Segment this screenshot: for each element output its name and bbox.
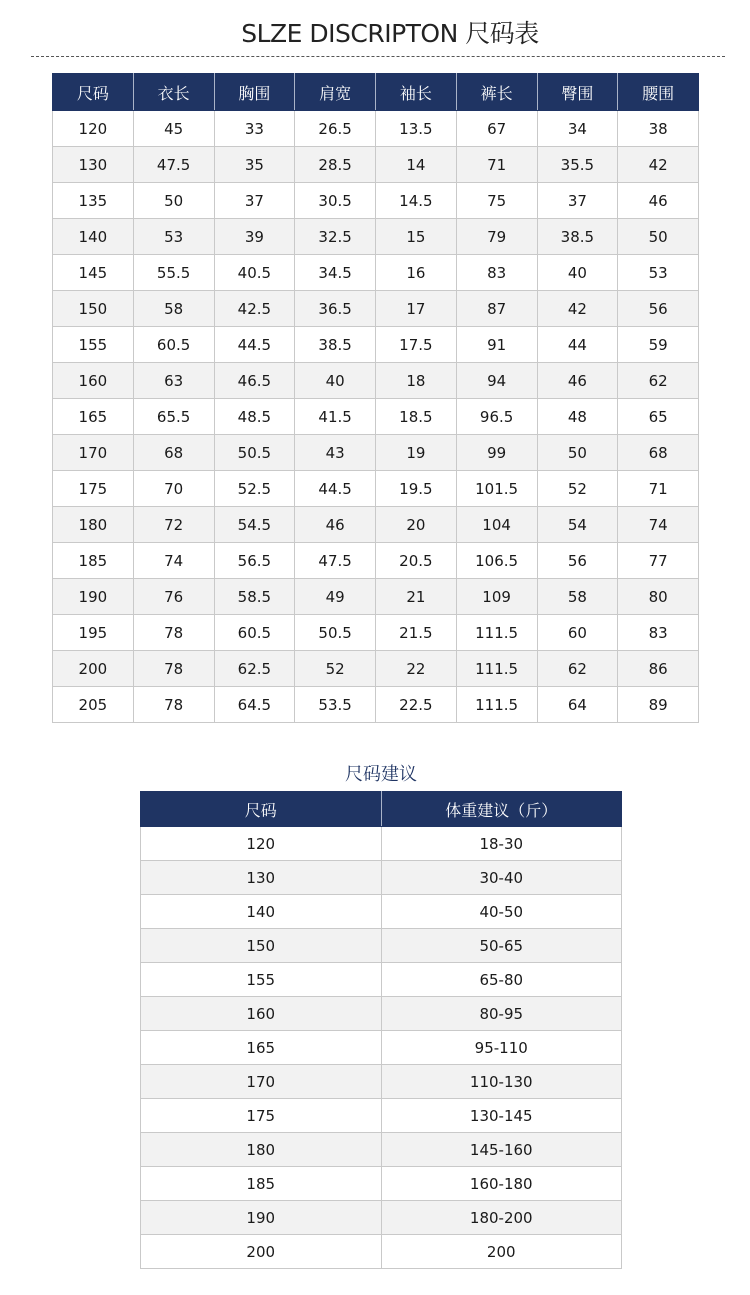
size-chart-cell: 79: [456, 219, 537, 255]
size-chart-cell: 70: [133, 471, 214, 507]
size-chart-cell: 38: [618, 111, 699, 147]
size-chart-cell: 83: [618, 615, 699, 651]
size-chart-cell: 35: [214, 147, 295, 183]
size-chart-cell: 46: [618, 183, 699, 219]
recommendation-row: [141, 895, 622, 929]
size-chart-cell: 16: [376, 255, 457, 291]
recommendation-cell: 150: [141, 929, 382, 963]
size-chart-cell: 21: [376, 579, 457, 615]
size-chart-cell: 111.5: [456, 651, 537, 687]
size-chart-cell: 205: [53, 687, 134, 723]
size-chart-cell: 63: [133, 363, 214, 399]
recommendation-row: [141, 1133, 622, 1167]
size-chart-cell: 96.5: [456, 399, 537, 435]
size-chart-row: [53, 435, 699, 471]
size-chart-cell: 74: [133, 543, 214, 579]
size-chart-cell: 65.5: [133, 399, 214, 435]
size-chart-cell: 43: [295, 435, 376, 471]
size-chart-table: [52, 73, 699, 723]
size-chart-cell: 58: [537, 579, 618, 615]
size-chart-row: [53, 219, 699, 255]
size-chart-cell: 44: [537, 327, 618, 363]
size-chart-cell: 71: [618, 471, 699, 507]
size-chart-row: [53, 687, 699, 723]
size-chart-cell: 50: [133, 183, 214, 219]
recommendation-body: [141, 827, 622, 1269]
size-chart-cell: 19: [376, 435, 457, 471]
size-chart-cell: 34: [537, 111, 618, 147]
size-chart-row: [53, 327, 699, 363]
recommendation-cell: 130: [141, 861, 382, 895]
size-chart-cell: 42.5: [214, 291, 295, 327]
size-chart-cell: 15: [376, 219, 457, 255]
size-chart-cell: 170: [53, 435, 134, 471]
size-chart-cell: 50.5: [295, 615, 376, 651]
recommendation-row: [141, 1201, 622, 1235]
size-chart-cell: 195: [53, 615, 134, 651]
size-chart-cell: 46.5: [214, 363, 295, 399]
size-chart-cell: 104: [456, 507, 537, 543]
recommendation-cell: 145-160: [381, 1133, 622, 1167]
title-divider: [31, 56, 725, 57]
size-chart-cell: 46: [295, 507, 376, 543]
size-chart-cell: 76: [133, 579, 214, 615]
size-chart-cell: 175: [53, 471, 134, 507]
size-chart-cell: 64: [537, 687, 618, 723]
recommendation-cell: 130-145: [381, 1099, 622, 1133]
size-chart-cell: 60: [537, 615, 618, 651]
size-chart-header-cell: 裤长: [456, 74, 537, 111]
size-chart-row: [53, 183, 699, 219]
size-chart-cell: 37: [214, 183, 295, 219]
recommendation-cell: 120: [141, 827, 382, 861]
size-chart-row: [53, 579, 699, 615]
size-chart-cell: 33: [214, 111, 295, 147]
size-chart-cell: 42: [618, 147, 699, 183]
recommendation-cell: 65-80: [381, 963, 622, 997]
size-chart-cell: 50: [537, 435, 618, 471]
size-chart-cell: 17: [376, 291, 457, 327]
recommendation-cell: 190: [141, 1201, 382, 1235]
size-chart-cell: 49: [295, 579, 376, 615]
size-chart-cell: 42: [537, 291, 618, 327]
size-chart-cell: 59: [618, 327, 699, 363]
size-chart-cell: 52: [537, 471, 618, 507]
size-chart-row: [53, 471, 699, 507]
size-chart-cell: 22: [376, 651, 457, 687]
size-chart-cell: 56: [618, 291, 699, 327]
size-chart-cell: 45: [133, 111, 214, 147]
size-chart-cell: 47.5: [295, 543, 376, 579]
size-chart-cell: 30.5: [295, 183, 376, 219]
size-chart-cell: 83: [456, 255, 537, 291]
size-chart-cell: 106.5: [456, 543, 537, 579]
size-chart-row: [53, 255, 699, 291]
recommendation-header-cell: 体重建议（斤）: [381, 792, 622, 827]
size-chart-cell: 28.5: [295, 147, 376, 183]
recommendation-row: [141, 1167, 622, 1201]
size-chart-row: [53, 399, 699, 435]
size-chart-cell: 13.5: [376, 111, 457, 147]
recommendation-row: [141, 827, 622, 861]
size-chart-cell: 56.5: [214, 543, 295, 579]
size-chart-cell: 185: [53, 543, 134, 579]
size-chart-header-cell: 胸围: [214, 74, 295, 111]
size-chart-cell: 41.5: [295, 399, 376, 435]
size-chart-cell: 53.5: [295, 687, 376, 723]
size-chart-cell: 80: [618, 579, 699, 615]
size-chart-cell: 48.5: [214, 399, 295, 435]
size-chart-cell: 67: [456, 111, 537, 147]
size-chart-cell: 65: [618, 399, 699, 435]
recommendation-cell: 110-130: [381, 1065, 622, 1099]
size-chart-row: [53, 147, 699, 183]
size-chart-cell: 58: [133, 291, 214, 327]
size-chart-cell: 32.5: [295, 219, 376, 255]
size-chart-cell: 44.5: [214, 327, 295, 363]
page-title: SLZE DISCRIPTON 尺码表: [241, 19, 539, 48]
size-chart-cell: 36.5: [295, 291, 376, 327]
size-chart-cell: 99: [456, 435, 537, 471]
recommendation-cell: 95-110: [381, 1031, 622, 1065]
size-chart-cell: 50: [618, 219, 699, 255]
size-chart-row: [53, 615, 699, 651]
size-chart-cell: 77: [618, 543, 699, 579]
size-chart-cell: 78: [133, 615, 214, 651]
size-chart-cell: 150: [53, 291, 134, 327]
size-chart-cell: 35.5: [537, 147, 618, 183]
size-chart-cell: 55.5: [133, 255, 214, 291]
recommendation-cell: 50-65: [381, 929, 622, 963]
recommendation-header-row: [141, 792, 622, 827]
recommendation-cell: 175: [141, 1099, 382, 1133]
size-chart-cell: 78: [133, 651, 214, 687]
size-chart-cell: 160: [53, 363, 134, 399]
size-chart-cell: 37: [537, 183, 618, 219]
size-chart-cell: 62: [618, 363, 699, 399]
recommendation-row: [141, 997, 622, 1031]
size-chart-cell: 120: [53, 111, 134, 147]
size-chart-row: [53, 291, 699, 327]
recommendation-cell: 180-200: [381, 1201, 622, 1235]
size-chart-row: [53, 363, 699, 399]
recommendation-cell: 140: [141, 895, 382, 929]
size-chart-cell: 19.5: [376, 471, 457, 507]
size-chart-cell: 21.5: [376, 615, 457, 651]
size-chart-cell: 89: [618, 687, 699, 723]
size-chart-header-cell: 腰围: [618, 74, 699, 111]
recommendation-row: [141, 1235, 622, 1269]
recommendation-cell: 30-40: [381, 861, 622, 895]
size-chart-header-cell: 肩宽: [295, 74, 376, 111]
size-chart-cell: 62.5: [214, 651, 295, 687]
size-chart-cell: 54.5: [214, 507, 295, 543]
size-chart-cell: 48: [537, 399, 618, 435]
recommendation-cell: 160: [141, 997, 382, 1031]
size-chart-cell: 40.5: [214, 255, 295, 291]
size-chart-cell: 44.5: [295, 471, 376, 507]
size-chart-cell: 18.5: [376, 399, 457, 435]
size-chart-cell: 17.5: [376, 327, 457, 363]
size-chart-body: [53, 111, 699, 723]
size-chart-cell: 155: [53, 327, 134, 363]
size-chart-cell: 190: [53, 579, 134, 615]
size-chart-cell: 130: [53, 147, 134, 183]
size-chart-cell: 22.5: [376, 687, 457, 723]
size-chart-cell: 135: [53, 183, 134, 219]
size-chart-cell: 72: [133, 507, 214, 543]
size-chart-cell: 180: [53, 507, 134, 543]
recommendation-title: 尺码建议: [345, 764, 417, 785]
size-chart-cell: 40: [295, 363, 376, 399]
recommendation-row: [141, 929, 622, 963]
size-chart-cell: 14: [376, 147, 457, 183]
recommendation-cell: 155: [141, 963, 382, 997]
size-chart-cell: 109: [456, 579, 537, 615]
size-chart-cell: 111.5: [456, 615, 537, 651]
size-chart-cell: 53: [133, 219, 214, 255]
recommendation-cell: 165: [141, 1031, 382, 1065]
size-chart-cell: 71: [456, 147, 537, 183]
size-chart-header-cell: 袖长: [376, 74, 457, 111]
size-chart-cell: 78: [133, 687, 214, 723]
size-chart-cell: 62: [537, 651, 618, 687]
size-chart-cell: 91: [456, 327, 537, 363]
size-chart-cell: 74: [618, 507, 699, 543]
size-chart-cell: 68: [133, 435, 214, 471]
size-chart-cell: 200: [53, 651, 134, 687]
size-chart-row: [53, 507, 699, 543]
recommendation-row: [141, 1065, 622, 1099]
size-chart-cell: 101.5: [456, 471, 537, 507]
recommendation-cell: 80-95: [381, 997, 622, 1031]
recommendation-cell: 160-180: [381, 1167, 622, 1201]
size-chart-header-row: [53, 74, 699, 111]
size-chart-cell: 47.5: [133, 147, 214, 183]
size-chart-cell: 40: [537, 255, 618, 291]
size-chart-cell: 60.5: [214, 615, 295, 651]
size-chart-row: [53, 543, 699, 579]
size-chart-cell: 39: [214, 219, 295, 255]
size-chart-cell: 64.5: [214, 687, 295, 723]
size-chart-cell: 58.5: [214, 579, 295, 615]
weight-recommendation-table: [140, 791, 622, 1269]
size-chart-header-cell: 衣长: [133, 74, 214, 111]
recommendation-row: [141, 963, 622, 997]
size-chart-cell: 54: [537, 507, 618, 543]
recommendation-cell: 40-50: [381, 895, 622, 929]
size-chart-cell: 34.5: [295, 255, 376, 291]
size-chart-cell: 111.5: [456, 687, 537, 723]
size-chart-cell: 52.5: [214, 471, 295, 507]
size-chart-cell: 145: [53, 255, 134, 291]
recommendation-header-cell: 尺码: [141, 792, 382, 827]
size-chart-cell: 165: [53, 399, 134, 435]
size-chart-cell: 86: [618, 651, 699, 687]
size-chart-row: [53, 111, 699, 147]
size-chart-cell: 56: [537, 543, 618, 579]
size-chart-cell: 20: [376, 507, 457, 543]
recommendation-row: [141, 861, 622, 895]
recommendation-row: [141, 1031, 622, 1065]
size-chart-cell: 53: [618, 255, 699, 291]
size-chart-cell: 52: [295, 651, 376, 687]
recommendation-cell: 170: [141, 1065, 382, 1099]
size-chart-cell: 26.5: [295, 111, 376, 147]
recommendation-cell: 200: [141, 1235, 382, 1269]
size-chart-cell: 18: [376, 363, 457, 399]
size-chart-header-cell: 尺码: [53, 74, 134, 111]
size-chart-cell: 38.5: [537, 219, 618, 255]
size-chart-cell: 75: [456, 183, 537, 219]
recommendation-cell: 180: [141, 1133, 382, 1167]
size-chart-cell: 87: [456, 291, 537, 327]
size-chart-cell: 38.5: [295, 327, 376, 363]
size-chart-cell: 50.5: [214, 435, 295, 471]
size-chart-cell: 60.5: [133, 327, 214, 363]
size-chart-row: [53, 651, 699, 687]
recommendation-cell: 18-30: [381, 827, 622, 861]
size-chart-cell: 46: [537, 363, 618, 399]
size-chart-cell: 20.5: [376, 543, 457, 579]
recommendation-cell: 185: [141, 1167, 382, 1201]
size-chart-header-cell: 臀围: [537, 74, 618, 111]
size-chart-cell: 14.5: [376, 183, 457, 219]
size-chart-cell: 140: [53, 219, 134, 255]
size-chart-cell: 68: [618, 435, 699, 471]
recommendation-cell: 200: [381, 1235, 622, 1269]
recommendation-row: [141, 1099, 622, 1133]
size-chart-cell: 94: [456, 363, 537, 399]
